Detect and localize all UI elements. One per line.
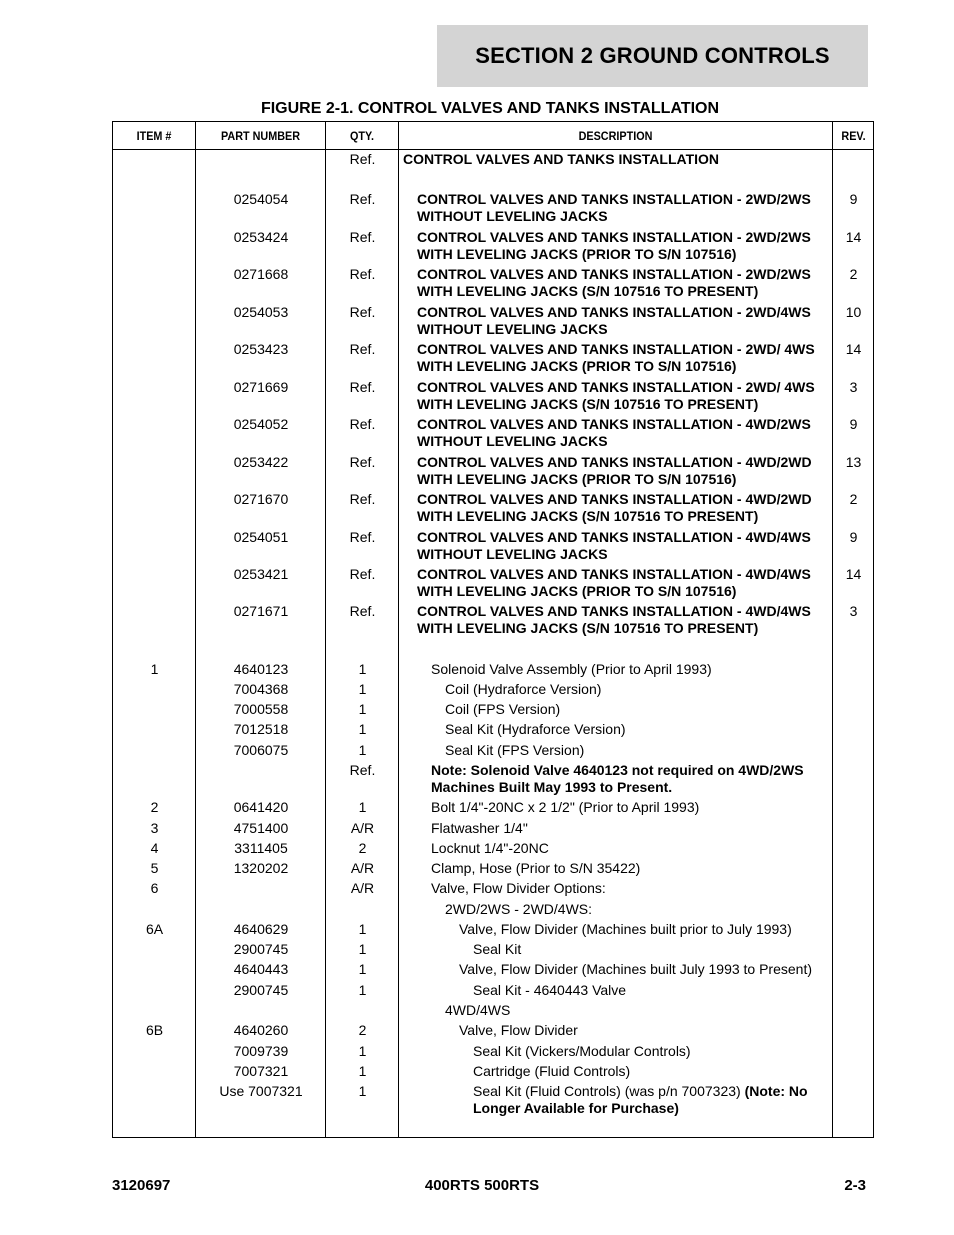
description-line bbox=[417, 491, 842, 508]
description bbox=[403, 742, 870, 759]
revision: 10 bbox=[845, 304, 862, 320]
description bbox=[403, 901, 870, 918]
description-text: Locknut 1/4"-20NC bbox=[431, 840, 549, 856]
description-text: CONTROL VALVES AND TANKS INSTALLATION - 4WD/2WD bbox=[417, 491, 812, 507]
description-line bbox=[431, 762, 856, 779]
part-number: 0254053 bbox=[233, 304, 289, 320]
description-text: Flatwasher 1/4" bbox=[431, 820, 528, 836]
description-text: CONTROL VALVES AND TANKS INSTALLATION - 4WD/4WS bbox=[417, 566, 811, 582]
quantity: Ref. bbox=[349, 416, 376, 432]
quantity: Ref. bbox=[349, 603, 376, 619]
description-text: Seal Kit (Fluid Controls) (was p/n 7007323) bbox=[473, 1083, 745, 1099]
description-line-2: WITH LEVELING JACKS (PRIOR TO S/N 107516) bbox=[417, 358, 737, 374]
description-line bbox=[417, 304, 842, 321]
description bbox=[403, 721, 870, 738]
description-line bbox=[417, 341, 842, 358]
description-line bbox=[459, 1022, 884, 1039]
description bbox=[403, 491, 842, 525]
quantity: 1 bbox=[358, 721, 367, 737]
description-text: CONTROL VALVES AND TANKS INSTALLATION - 4WD/2WD bbox=[417, 454, 812, 470]
description-text: Seal Kit (Hydraforce Version) bbox=[445, 721, 626, 737]
description-text: CONTROL VALVES AND TANKS INSTALLATION - 2WD/2WS bbox=[417, 266, 811, 282]
description-text: Seal Kit bbox=[473, 941, 522, 957]
description bbox=[403, 304, 842, 338]
part-number: 4640260 bbox=[233, 1022, 289, 1038]
revision: 2 bbox=[849, 266, 858, 282]
description-line bbox=[445, 681, 870, 698]
part-number: 0253422 bbox=[233, 454, 289, 470]
description-line bbox=[417, 416, 842, 433]
header-divider bbox=[113, 149, 873, 150]
description-line bbox=[417, 529, 842, 546]
part-number: 4640629 bbox=[233, 921, 289, 937]
quantity: Ref. bbox=[349, 566, 376, 582]
column-header-description: DESCRIPTION bbox=[578, 128, 653, 143]
description-text: Note: Solenoid Valve 4640123 not required on 4WD/2WS bbox=[431, 762, 804, 778]
item-number: 4 bbox=[150, 840, 159, 856]
column-header-part-number: PART NUMBER bbox=[220, 128, 301, 143]
section-header bbox=[437, 25, 868, 87]
description-text: Seal Kit (FPS Version) bbox=[445, 742, 585, 758]
part-number: 0271670 bbox=[233, 491, 289, 507]
part-number: 7007321 bbox=[233, 1063, 289, 1079]
description-line bbox=[431, 820, 856, 837]
description-line bbox=[417, 566, 842, 583]
description-line-2: WITH LEVELING JACKS (S/N 107516 TO PRESENT) bbox=[417, 396, 759, 412]
description bbox=[403, 961, 884, 978]
column-header-qty: QTY. bbox=[349, 128, 374, 143]
part-number: 2900745 bbox=[233, 982, 289, 998]
part-number: 2900745 bbox=[233, 941, 289, 957]
description bbox=[403, 941, 898, 958]
footer-model: 400RTS 500RTS bbox=[424, 1177, 540, 1194]
description bbox=[403, 1063, 898, 1080]
description-line-2: WITH LEVELING JACKS (PRIOR TO S/N 107516) bbox=[417, 583, 737, 599]
quantity: Ref. bbox=[349, 491, 376, 507]
description-line bbox=[473, 982, 898, 999]
revision: 14 bbox=[845, 341, 862, 357]
description bbox=[403, 566, 842, 600]
quantity: Ref. bbox=[349, 341, 376, 357]
description-line bbox=[403, 151, 828, 168]
part-number: 0641420 bbox=[233, 799, 289, 815]
quantity: 1 bbox=[358, 799, 367, 815]
description bbox=[403, 921, 884, 938]
description-line bbox=[445, 901, 870, 918]
part-number: 0271668 bbox=[233, 266, 289, 282]
quantity: Ref. bbox=[349, 266, 376, 282]
part-number: 7004368 bbox=[233, 681, 289, 697]
quantity: Ref. bbox=[349, 191, 376, 207]
description bbox=[403, 820, 856, 837]
description-line-2: WITH LEVELING JACKS (S/N 107516 TO PRESENT) bbox=[417, 508, 759, 524]
revision: 9 bbox=[849, 191, 858, 207]
quantity: 1 bbox=[358, 961, 367, 977]
quantity: Ref. bbox=[349, 529, 376, 545]
quantity: 1 bbox=[358, 921, 367, 937]
description bbox=[403, 379, 842, 413]
quantity: 1 bbox=[358, 1043, 367, 1059]
part-number: 0254051 bbox=[233, 529, 289, 545]
description bbox=[403, 416, 842, 450]
description-line bbox=[473, 1043, 898, 1060]
section-title: SECTION 2 GROUND CONTROLS bbox=[475, 43, 830, 68]
part-number: 4640123 bbox=[233, 661, 289, 677]
quantity: Ref. bbox=[349, 151, 376, 167]
quantity: 1 bbox=[358, 661, 367, 677]
description-text: CONTROL VALVES AND TANKS INSTALLATION - 4WD/2WS bbox=[417, 416, 811, 432]
description-line-2: WITHOUT LEVELING JACKS bbox=[417, 546, 608, 562]
description-line-2: WITHOUT LEVELING JACKS bbox=[417, 208, 608, 224]
description-line-2: Machines Built May 1993 to Present. bbox=[431, 779, 673, 795]
description bbox=[403, 1002, 870, 1019]
description-text: 2WD/2WS - 2WD/4WS: bbox=[445, 901, 593, 917]
part-number: 1320202 bbox=[233, 860, 289, 876]
quantity: 1 bbox=[358, 1063, 367, 1079]
item-number: 6A bbox=[145, 921, 164, 937]
description-line-2: WITHOUT LEVELING JACKS bbox=[417, 321, 608, 337]
description bbox=[403, 191, 842, 225]
revision: 14 bbox=[845, 566, 862, 582]
description-text: CONTROL VALVES AND TANKS INSTALLATION - 4WD/4WS bbox=[417, 603, 811, 619]
description-line-2: WITH LEVELING JACKS (PRIOR TO S/N 107516) bbox=[417, 246, 737, 262]
description-text: CONTROL VALVES AND TANKS INSTALLATION - 2WD/4WS bbox=[417, 304, 811, 320]
description bbox=[403, 880, 856, 897]
part-number: 0253421 bbox=[233, 566, 289, 582]
description-text: Coil (Hydraforce Version) bbox=[445, 681, 602, 697]
description-text: CONTROL VALVES AND TANKS INSTALLATION - 2WD/2WS bbox=[417, 191, 811, 207]
part-number: 3311405 bbox=[234, 840, 288, 856]
description-line bbox=[417, 454, 842, 471]
description-line bbox=[417, 379, 842, 396]
part-number: 7009739 bbox=[233, 1043, 289, 1059]
revision: 2 bbox=[849, 491, 858, 507]
part-number: 4640443 bbox=[233, 961, 289, 977]
quantity: A/R bbox=[350, 820, 375, 836]
item-number: 3 bbox=[150, 820, 159, 836]
description-line bbox=[431, 860, 856, 877]
description-line bbox=[431, 661, 856, 678]
description bbox=[403, 681, 870, 698]
part-number: 0253423 bbox=[233, 341, 289, 357]
description bbox=[403, 701, 870, 718]
quantity: 1 bbox=[358, 941, 367, 957]
description-text: Valve, Flow Divider Options: bbox=[431, 880, 606, 896]
quantity: A/R bbox=[350, 880, 375, 896]
quantity: Ref. bbox=[349, 379, 376, 395]
description-text: Valve, Flow Divider (Machines built prior to July 1993) bbox=[459, 921, 792, 937]
revision: 14 bbox=[845, 229, 862, 245]
description-text: Coil (FPS Version) bbox=[445, 701, 561, 717]
quantity: Ref. bbox=[349, 304, 376, 320]
quantity: 1 bbox=[358, 1083, 367, 1099]
description bbox=[403, 1022, 884, 1039]
description-text: Cartridge (Fluid Controls) bbox=[473, 1063, 631, 1079]
part-number: Use 7007321 bbox=[219, 1083, 303, 1099]
footer-page-number: 2-3 bbox=[844, 1177, 866, 1194]
revision: 9 bbox=[849, 416, 858, 432]
item-number: 2 bbox=[150, 799, 159, 815]
description-line bbox=[473, 1063, 898, 1080]
description-text: CONTROL VALVES AND TANKS INSTALLATION bbox=[403, 151, 720, 167]
quantity: Ref. bbox=[349, 229, 376, 245]
description bbox=[403, 266, 842, 300]
description bbox=[403, 229, 842, 263]
description bbox=[403, 982, 898, 999]
description-line-2: WITH LEVELING JACKS (S/N 107516 TO PRESENT) bbox=[417, 620, 759, 636]
revision: 3 bbox=[849, 603, 858, 619]
description-line bbox=[417, 266, 842, 283]
figure-title: FIGURE 2-1. CONTROL VALVES AND TANKS INSTALLATION bbox=[260, 100, 720, 117]
description-text: Valve, Flow Divider (Machines built July 1993 to Present) bbox=[459, 961, 813, 977]
description bbox=[403, 762, 856, 796]
description bbox=[403, 151, 828, 168]
description-line bbox=[445, 1002, 870, 1019]
part-number: 4751400 bbox=[233, 820, 289, 836]
description-line-2: Longer Available for Purchase) bbox=[473, 1100, 679, 1116]
description-text: CONTROL VALVES AND TANKS INSTALLATION - 2WD/2WS bbox=[417, 229, 811, 245]
part-number: 0253424 bbox=[233, 229, 289, 245]
item-number: 5 bbox=[150, 860, 159, 876]
description bbox=[403, 454, 842, 488]
description-line-2: WITH LEVELING JACKS (PRIOR TO S/N 107516) bbox=[417, 471, 737, 487]
description-line bbox=[445, 701, 870, 718]
quantity: 1 bbox=[358, 742, 367, 758]
description bbox=[403, 603, 842, 637]
description bbox=[403, 840, 856, 857]
quantity: 1 bbox=[358, 982, 367, 998]
item-number: 6B bbox=[145, 1022, 164, 1038]
description-text: 4WD/4WS bbox=[445, 1002, 511, 1018]
description-line bbox=[445, 742, 870, 759]
part-number: 0254052 bbox=[233, 416, 289, 432]
quantity: 1 bbox=[358, 681, 367, 697]
description-text: Bolt 1/4"-20NC x 2 1/2" (Prior to April 1993) bbox=[431, 799, 700, 815]
column-header-rev: REV. bbox=[841, 128, 866, 143]
part-number: 7006075 bbox=[233, 742, 289, 758]
description-line bbox=[431, 840, 856, 857]
description-line bbox=[431, 799, 856, 816]
description-text: Clamp, Hose (Prior to S/N 35422) bbox=[431, 860, 641, 876]
description-line bbox=[417, 229, 842, 246]
quantity: 2 bbox=[358, 1022, 367, 1038]
description-text: Valve, Flow Divider bbox=[459, 1022, 578, 1038]
part-number: 0271669 bbox=[233, 379, 289, 395]
description bbox=[403, 1083, 898, 1117]
quantity: 2 bbox=[358, 840, 367, 856]
description bbox=[403, 661, 856, 678]
parts-table bbox=[112, 121, 874, 1138]
part-number: 7000558 bbox=[233, 701, 289, 717]
description-line bbox=[417, 603, 842, 620]
description-line-2: WITHOUT LEVELING JACKS bbox=[417, 433, 608, 449]
description-text: CONTROL VALVES AND TANKS INSTALLATION - 4WD/4WS bbox=[417, 529, 811, 545]
description-line-2: WITH LEVELING JACKS (S/N 107516 TO PRESENT) bbox=[417, 283, 759, 299]
description-note: (Note: No bbox=[744, 1083, 808, 1099]
description-line bbox=[431, 880, 856, 897]
description-line bbox=[417, 191, 842, 208]
part-number: 0254054 bbox=[233, 191, 289, 207]
revision: 13 bbox=[845, 454, 862, 470]
description-text: CONTROL VALVES AND TANKS INSTALLATION - 2WD/ 4WS bbox=[417, 379, 815, 395]
description-text: CONTROL VALVES AND TANKS INSTALLATION - 2WD/ 4WS bbox=[417, 341, 815, 357]
revision: 3 bbox=[849, 379, 858, 395]
column-header-item: ITEM # bbox=[136, 128, 172, 143]
footer-doc-number: 3120697 bbox=[112, 1177, 171, 1194]
part-number: 7012518 bbox=[233, 721, 289, 737]
description-line bbox=[473, 941, 898, 958]
revision: 9 bbox=[849, 529, 858, 545]
description-line bbox=[473, 1083, 898, 1100]
description bbox=[403, 799, 856, 816]
description-text: Seal Kit - 4640443 Valve bbox=[473, 982, 627, 998]
description-text: Solenoid Valve Assembly (Prior to April 1993) bbox=[431, 661, 712, 677]
item-number: 6 bbox=[150, 880, 159, 896]
description bbox=[403, 341, 842, 375]
description-text: Seal Kit (Vickers/Modular Controls) bbox=[473, 1043, 691, 1059]
description-line bbox=[445, 721, 870, 738]
quantity: Ref. bbox=[349, 762, 376, 778]
description bbox=[403, 1043, 898, 1060]
quantity: Ref. bbox=[349, 454, 376, 470]
description-line bbox=[459, 961, 884, 978]
item-number: 1 bbox=[150, 661, 159, 677]
part-number: 0271671 bbox=[233, 603, 289, 619]
description-line bbox=[459, 921, 884, 938]
description bbox=[403, 860, 856, 877]
quantity: 1 bbox=[358, 701, 367, 717]
description bbox=[403, 529, 842, 563]
quantity: A/R bbox=[350, 860, 375, 876]
